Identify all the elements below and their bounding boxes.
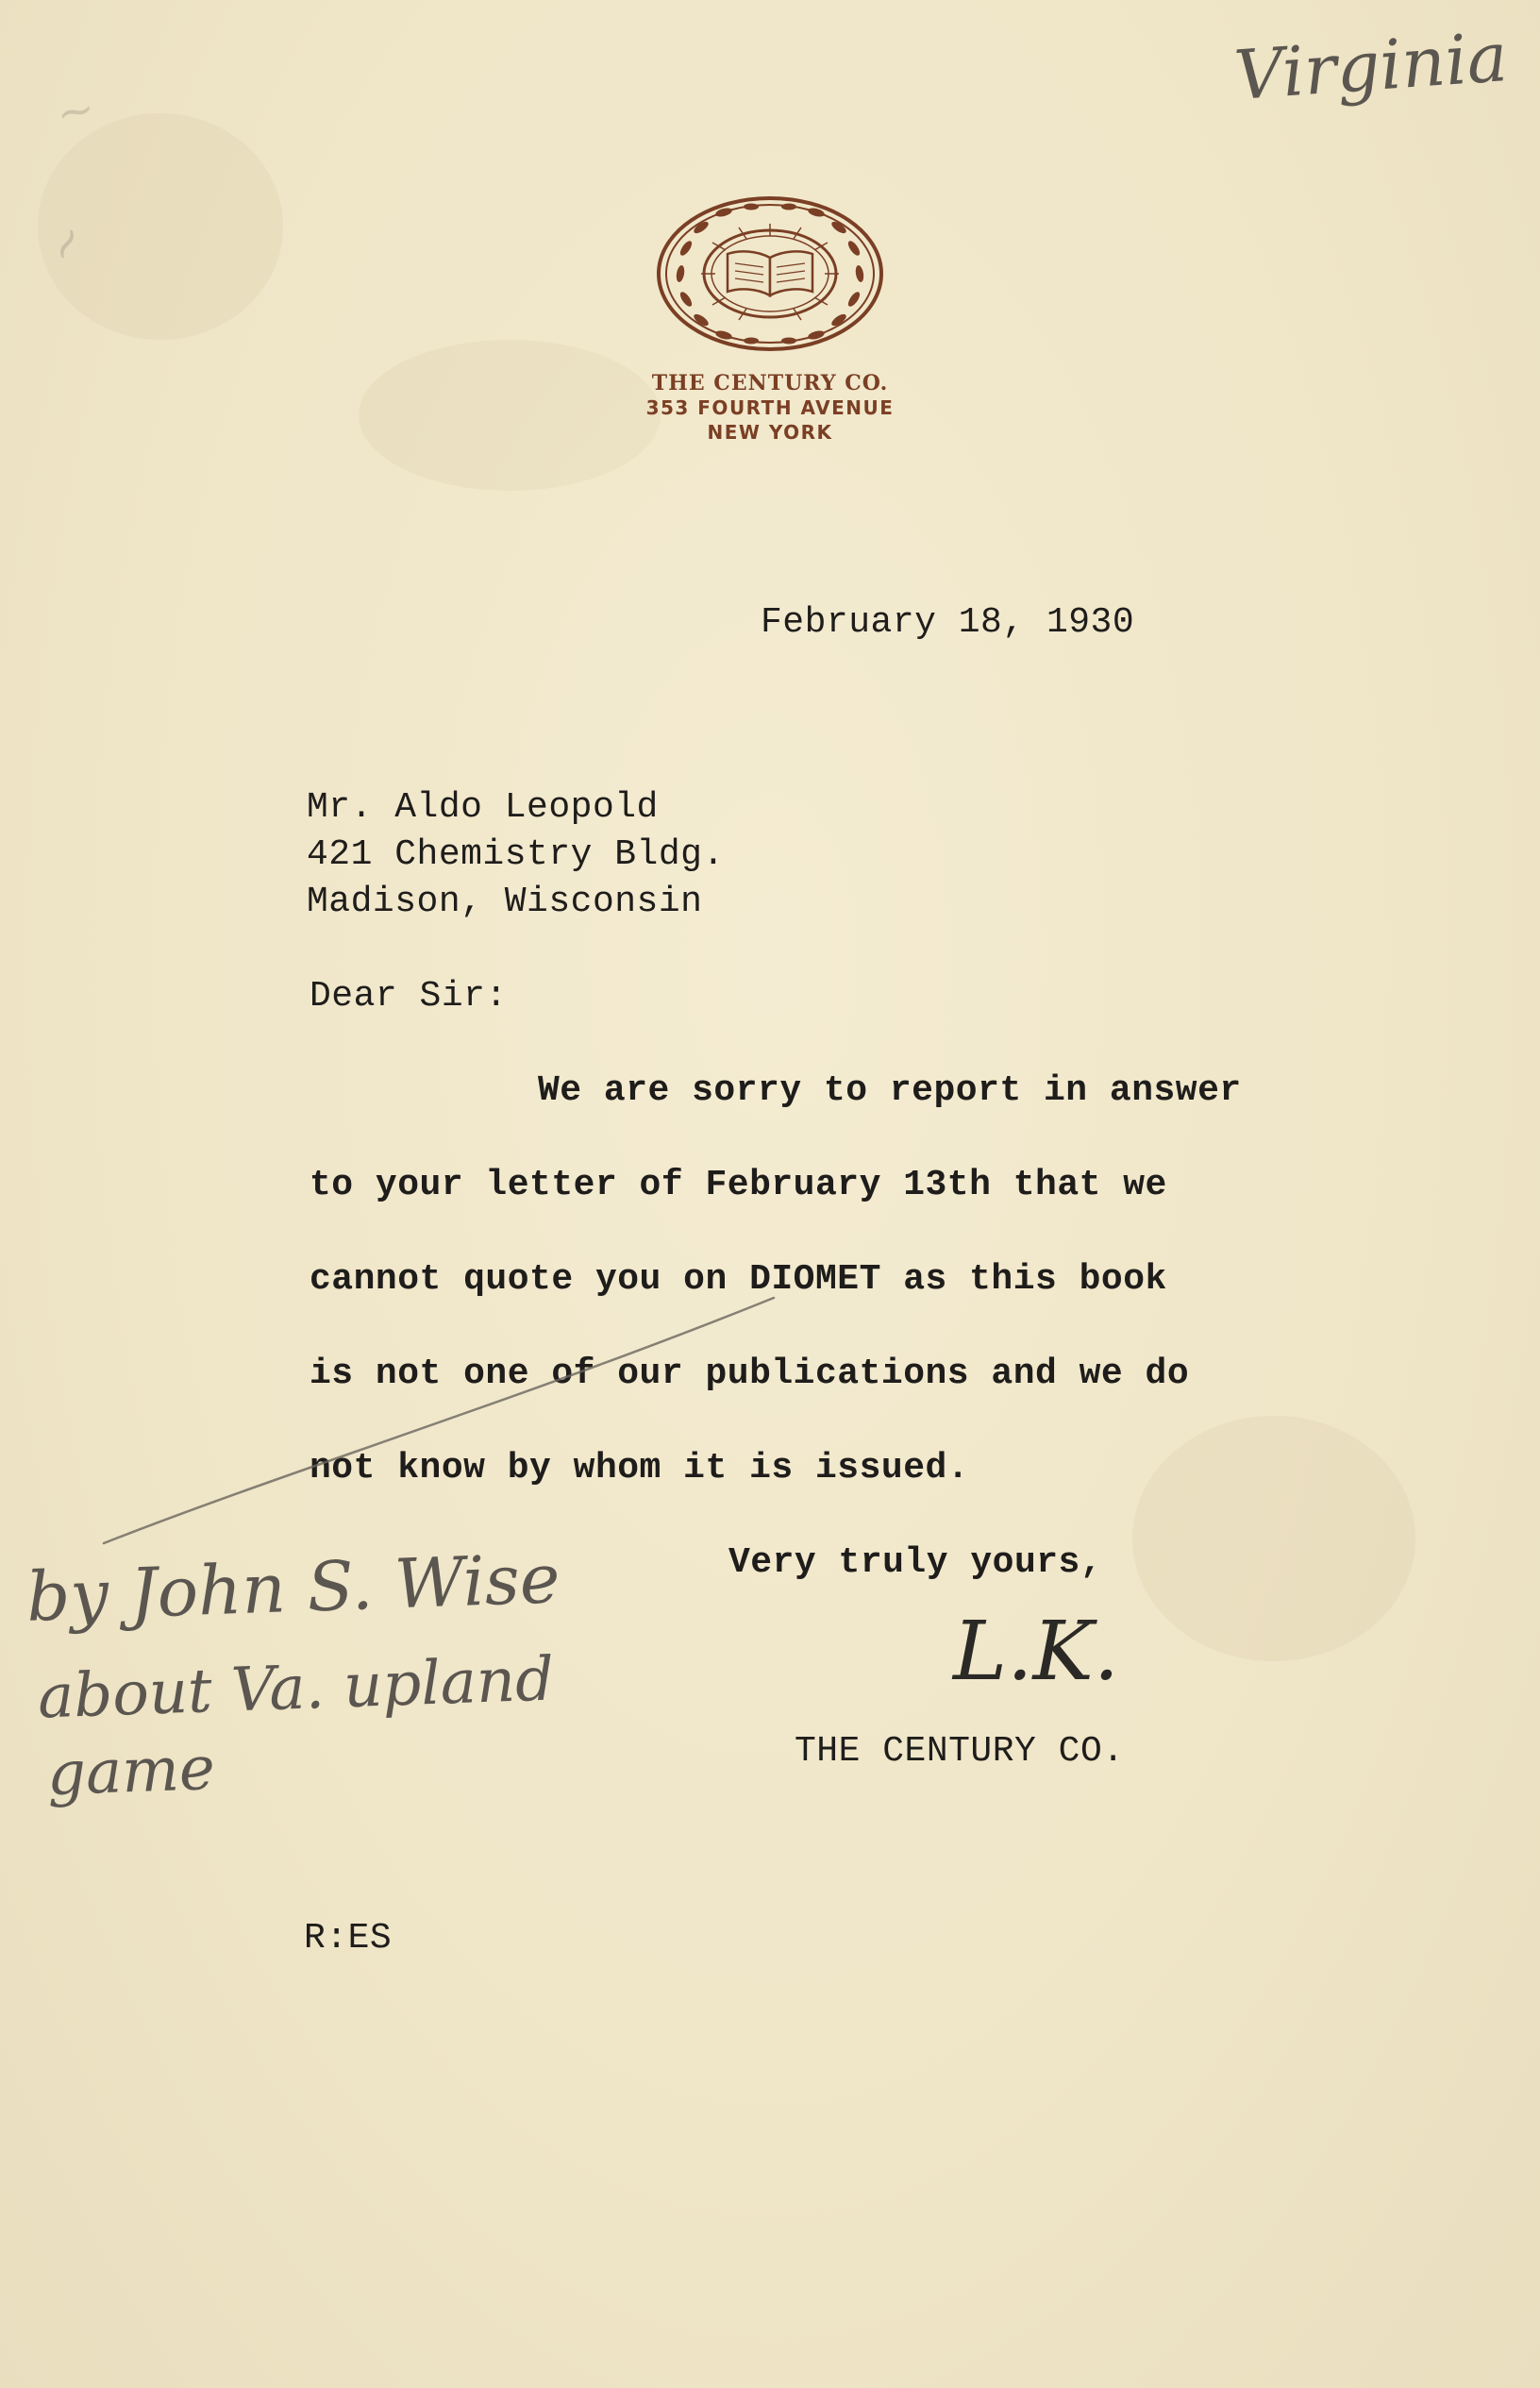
salutation: Dear Sir: [310,976,508,1017]
faint-bleed-through-mark: ~ [51,81,100,142]
handwritten-note-line-2: about Va. upland [36,1644,556,1733]
recipient-street: 421 Chemistry Bldg. [307,834,725,875]
body-line-3: cannot quote you on DIOMET as this book [310,1259,1167,1300]
letterhead [0,193,1540,445]
reference-initials: R:ES [304,1918,393,1959]
open-book-wreath-seal-icon [652,193,888,354]
recipient-city: Madison, Wisconsin [307,882,703,922]
letterhead-city: NEW YORK [707,421,833,444]
letter-date: February 18, 1930 [761,602,1135,643]
recipient-name: Mr. Aldo Leopold [307,787,659,828]
faint-bleed-through-mark: ~ [34,214,98,273]
handwritten-note-virginia: Virginia [1231,17,1511,115]
letterhead-company: THE CENTURY CO. [651,371,889,395]
body-line-1: We are sorry to report in answer [538,1070,1242,1111]
paper-stain [1132,1416,1415,1661]
handwritten-note-line-1: by John S. Wise [25,1539,561,1637]
handwritten-note-line-3: game [45,1733,216,1810]
body-line-2: to your letter of February 13th that we [310,1165,1167,1205]
letterhead-address: 353 FOURTH AVENUE [645,396,895,419]
body-line-5: not know by whom it is issued. [310,1448,970,1488]
signature-company: THE CENTURY CO. [795,1731,1125,1772]
body-line-4: is not one of our publications and we do [310,1354,1190,1394]
closing: Very truly yours, [728,1542,1103,1583]
signature-initials: L.K. [953,1605,1120,1699]
